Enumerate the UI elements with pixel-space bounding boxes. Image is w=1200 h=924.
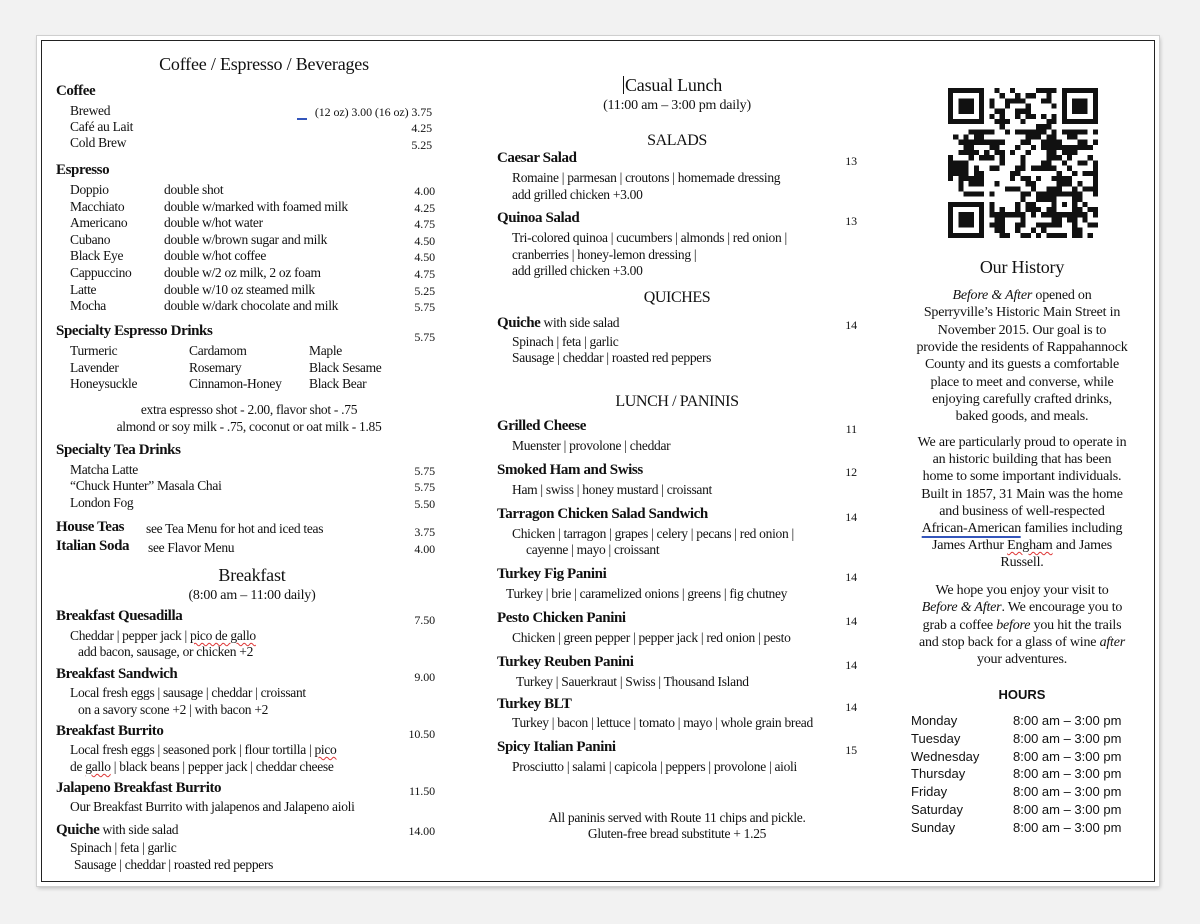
- history-line: place to meet and converse, while: [930, 374, 1114, 390]
- paninis-note-1: All paninis served with Route 11 chips and pickle.: [548, 810, 806, 825]
- blt-name: Turkey BLT: [497, 696, 572, 712]
- history-line: and business of well-respected: [939, 503, 1105, 519]
- quesadilla-name: Breakfast Quesadilla: [56, 608, 183, 624]
- specialty-heading: Specialty Espresso Drinks: [56, 323, 213, 339]
- burrito-price: 10.50: [408, 727, 435, 741]
- bf-quiche-line2: Sausage | cheddar | roasted red peppers: [74, 857, 274, 872]
- hours-day: Saturday: [911, 802, 964, 817]
- tea-item-name: Matcha Latte: [70, 462, 138, 477]
- jalapeno-price: 11.50: [408, 784, 435, 798]
- history-line: We hope you enjoy your visit to: [935, 583, 1109, 598]
- espresso-item-price: 4.50: [414, 233, 435, 248]
- flavor-item: Black Bear: [309, 376, 367, 392]
- fig-name: Turkey Fig Panini: [497, 566, 607, 582]
- hours-day: Wednesday: [911, 748, 980, 764]
- lunch-quiche-price: 14: [845, 318, 857, 332]
- breakfast-title: Breakfast: [218, 565, 286, 585]
- caesar-name: Caesar Salad: [497, 150, 577, 166]
- espresso-item-price: 4.75: [414, 267, 435, 281]
- spicy-name: Spicy Italian Panini: [497, 739, 616, 755]
- tea-item-price: 5.50: [414, 496, 435, 511]
- flavor-item: Cinnamon-Honey: [189, 376, 282, 392]
- caesar-line2: add grilled chicken +3.00: [512, 187, 643, 202]
- quinoa-line3: add grilled chicken +3.00: [512, 263, 643, 278]
- blue-mark: [297, 118, 307, 120]
- espresso-item-desc: double w/hot coffee: [164, 248, 267, 264]
- espresso-item-name: Latte: [70, 281, 97, 297]
- pesto-line1: Chicken | green pepper | pepper jack | red onion | pesto: [512, 630, 791, 645]
- quinoa-name: Quinoa Salad: [497, 210, 580, 226]
- jalapeno-name: Jalapeno Breakfast Burrito: [56, 780, 222, 796]
- italian-soda-desc: see Flavor Menu: [148, 540, 235, 555]
- blt-line1: Turkey | bacon | lettuce | tomato | mayo | whole grain bread: [512, 715, 813, 730]
- history-line: Before & After opened on: [952, 288, 1092, 303]
- history-line: James Arthur Engham and James: [931, 538, 1113, 554]
- brewed-price: (12 oz) 3.00 (16 oz) 3.75: [314, 105, 432, 119]
- espresso-item-name: Macchiato: [70, 198, 125, 214]
- flavor-item: Lavender: [70, 359, 119, 375]
- history-line: baked goods, and meals.: [955, 409, 1089, 425]
- pesto-name: Pesto Chicken Panini: [497, 610, 626, 626]
- flavor-item: Cardamom: [189, 343, 247, 358]
- hours-heading: HOURS: [998, 687, 1046, 702]
- house-teas-desc: see Tea Menu for hot and iced teas: [146, 521, 324, 536]
- history-line: County and its guests a comfortable: [924, 357, 1120, 373]
- reuben-line1: Turkey | Sauerkraut | Swiss | Thousand Island: [516, 674, 749, 689]
- espresso-heading: Espresso: [56, 162, 110, 178]
- hours-day: Friday: [911, 784, 948, 800]
- hours-day: Thursday: [911, 766, 966, 782]
- quinoa-line2: cranberries | honey-lemon dressing |: [512, 247, 697, 262]
- espresso-item-desc: double shot: [164, 182, 224, 197]
- house-teas-name: House Teas: [56, 519, 125, 535]
- cafe-price: 4.25: [411, 121, 432, 135]
- reuben-name: Turkey Reuben Panini: [497, 654, 634, 670]
- hours-time: 8:00 am – 3:00 pm: [1013, 819, 1122, 835]
- spicy-line1: Prosciutto | salami | capicola | peppers | provolone | aioli: [512, 759, 797, 774]
- history-line: home to some important individuals.: [922, 469, 1122, 485]
- flavor-item: Turmeric: [70, 343, 118, 358]
- history-line: We are particularly proud to operate in: [917, 435, 1127, 450]
- tarragon-price: 14: [845, 510, 857, 524]
- bf-quiche-price: 14.00: [408, 824, 435, 838]
- cafe-name: Café au Lait: [70, 119, 134, 134]
- sandwich-line1: Local fresh eggs | sausage | cheddar | croissant: [70, 685, 306, 700]
- espresso-item-price: 5.75: [414, 300, 435, 315]
- ham-name: Smoked Ham and Swiss: [497, 462, 643, 478]
- paninis-heading: LUNCH / PANINIS: [615, 393, 739, 410]
- tea-item-name: London Fog: [70, 494, 134, 510]
- burrito-name: Breakfast Burrito: [56, 723, 164, 739]
- cold-price: 5.25: [411, 138, 432, 152]
- espresso-item-name: Cubano: [70, 231, 111, 247]
- italian-soda-price: 4.00: [414, 542, 435, 556]
- flavor-item: Rosemary: [189, 359, 242, 375]
- lunch-title: Casual Lunch: [625, 75, 723, 95]
- espresso-item-desc: double w/marked with foamed milk: [164, 198, 348, 214]
- quinoa-line1: Tri-colored quinoa | cucumbers | almonds | red onion |: [512, 230, 787, 245]
- caesar-price: 13: [845, 154, 857, 168]
- blt-price: 14: [845, 700, 857, 714]
- grilled-line1: Muenster | provolone | cheddar: [512, 438, 671, 453]
- history-line: November 2015. Our goal is to: [937, 322, 1107, 338]
- qr-code-icon: [948, 88, 1098, 238]
- cold-name: Cold Brew: [70, 135, 127, 150]
- tea-heading: Specialty Tea Drinks: [56, 442, 181, 458]
- espresso-item-desc: double w/10 oz steamed milk: [164, 281, 315, 297]
- history-line: Built in 1857, 31 Main was the home: [921, 486, 1123, 502]
- hours-time: 8:00 am – 3:00 pm: [1013, 713, 1122, 728]
- history-line: Sperryville’s Historic Main Street in: [923, 305, 1121, 321]
- bf-quiche-name: Quiche with side salad: [56, 822, 179, 838]
- history-title: Our History: [979, 257, 1065, 277]
- tarragon-line2: cayenne | mayo | croissant: [526, 542, 660, 557]
- extras-2: almond or soy milk - .75, coconut or oat milk - 1.85: [116, 419, 382, 434]
- hours-time: 8:00 am – 3:00 pm: [1013, 748, 1122, 764]
- lunch-quiche-line2: Sausage | cheddar | roasted red peppers: [512, 350, 712, 365]
- espresso-item-name: Black Eye: [70, 248, 124, 264]
- sandwich-line2: on a savory scone +2 | with bacon +2: [78, 702, 269, 717]
- lunch-quiche-line1: Spinach | feta | garlic: [512, 334, 619, 349]
- espresso-item-price: 5.25: [414, 283, 435, 298]
- tea-item-price: 5.75: [414, 480, 435, 495]
- espresso-item-price: 4.25: [414, 200, 435, 215]
- brewed-name: Brewed: [70, 103, 111, 118]
- espresso-item-desc: double w/dark chocolate and milk: [164, 298, 339, 314]
- caesar-line1: Romaine | parmesan | croutons | homemade dressing: [512, 170, 781, 185]
- espresso-item-name: Doppio: [70, 182, 109, 197]
- burrito-line1: Local fresh eggs | seasoned pork | flour tortilla | pico: [70, 742, 337, 757]
- lunch-hours: (11:00 am – 3:00 pm daily): [603, 98, 751, 113]
- grilled-name: Grilled Cheese: [497, 418, 586, 434]
- history-line: grab a coffee before you hit the trails: [922, 617, 1122, 633]
- espresso-item-desc: double w/hot water: [164, 215, 263, 231]
- quinoa-price: 13: [845, 214, 857, 228]
- espresso-item-desc: double w/brown sugar and milk: [164, 231, 328, 247]
- coffee-title: Coffee / Espresso / Beverages: [159, 54, 369, 74]
- paninis-note-2: Gluten-free bread substitute + 1.25: [587, 826, 767, 841]
- quiches-heading: QUICHES: [643, 289, 711, 306]
- salads-heading: SALADS: [647, 132, 707, 149]
- grilled-price: 11: [845, 422, 857, 436]
- history-line: Russell.: [1000, 555, 1044, 571]
- coffee-heading: Coffee: [56, 83, 96, 99]
- hours-day: Sunday: [911, 819, 956, 835]
- history-line: and stop back for a glass of wine after: [918, 634, 1126, 650]
- breakfast-hours: (8:00 am – 11:00 daily): [188, 588, 316, 603]
- hours-time: 8:00 am – 3:00 pm: [1013, 766, 1122, 782]
- espresso-item-name: Americano: [70, 215, 128, 231]
- hours-day: Monday: [911, 713, 958, 728]
- fig-line1: Turkey | brie | caramelized onions | greens | fig chutney: [506, 586, 788, 601]
- ham-line1: Ham | swiss | honey mustard | croissant: [512, 482, 713, 497]
- tea-item-price: 5.75: [414, 464, 435, 478]
- specialty-price: 5.75: [414, 330, 435, 344]
- hours-time: 8:00 am – 3:00 pm: [1013, 784, 1122, 800]
- history-line: African-American families including: [921, 521, 1123, 536]
- flavor-item: Maple: [309, 343, 342, 358]
- sandwich-price: 9.00: [414, 670, 435, 684]
- hours-time: 8:00 am – 3:00 pm: [1013, 802, 1122, 817]
- bf-quiche-line1: Spinach | feta | garlic: [70, 840, 177, 855]
- tarragon-name: Tarragon Chicken Salad Sandwich: [497, 506, 708, 522]
- history-line: Before & After. We encourage you to: [921, 600, 1123, 616]
- history-line: your adventures.: [976, 652, 1068, 668]
- ham-price: 12: [845, 465, 857, 479]
- spicy-price: 15: [845, 743, 857, 757]
- italian-soda-name: Italian Soda: [56, 538, 130, 554]
- house-teas-price: 3.75: [414, 525, 435, 539]
- pesto-price: 14: [845, 614, 857, 628]
- history-line: an historic building that has been: [932, 452, 1112, 468]
- flavor-item: Honeysuckle: [70, 376, 138, 392]
- espresso-item-price: 4.50: [414, 250, 435, 265]
- lunch-quiche-name: Quiche with side salad: [497, 315, 620, 331]
- quesadilla-price: 7.50: [414, 613, 435, 627]
- tea-item-name: “Chuck Hunter” Masala Chai: [70, 478, 222, 494]
- flavor-item: Black Sesame: [309, 359, 382, 375]
- quesadilla-line1: Cheddar | pepper jack | pico de gallo: [70, 628, 256, 643]
- espresso-item-name: Mocha: [70, 298, 106, 314]
- hours-time: 8:00 am – 3:00 pm: [1013, 730, 1122, 746]
- espresso-item-name: Cappuccino: [70, 265, 132, 280]
- tarragon-line1: Chicken | tarragon | grapes | celery | pecans | red onion |: [512, 526, 794, 541]
- text-cursor: [623, 76, 624, 94]
- espresso-item-price: 4.75: [414, 217, 435, 232]
- extras-1: extra espresso shot - 2.00, flavor shot - .75: [140, 402, 358, 417]
- sandwich-name: Breakfast Sandwich: [56, 666, 178, 682]
- history-line: provide the residents of Rappahannock: [916, 339, 1128, 355]
- history-line: enjoying carefully crafted drinks,: [932, 391, 1112, 407]
- fig-price: 14: [845, 570, 857, 584]
- jalapeno-line1: Our Breakfast Burrito with jalapenos and Jalapeno aioli: [70, 799, 355, 814]
- quesadilla-line2: add bacon, sausage, or chicken +2: [78, 644, 254, 659]
- espresso-item-desc: double w/2 oz milk, 2 oz foam: [164, 265, 321, 280]
- burrito-line2: de gallo | black beans | pepper jack | cheddar cheese: [70, 759, 334, 774]
- reuben-price: 14: [845, 658, 857, 672]
- espresso-item-price: 4.00: [414, 184, 435, 198]
- hours-day: Tuesday: [911, 730, 961, 746]
